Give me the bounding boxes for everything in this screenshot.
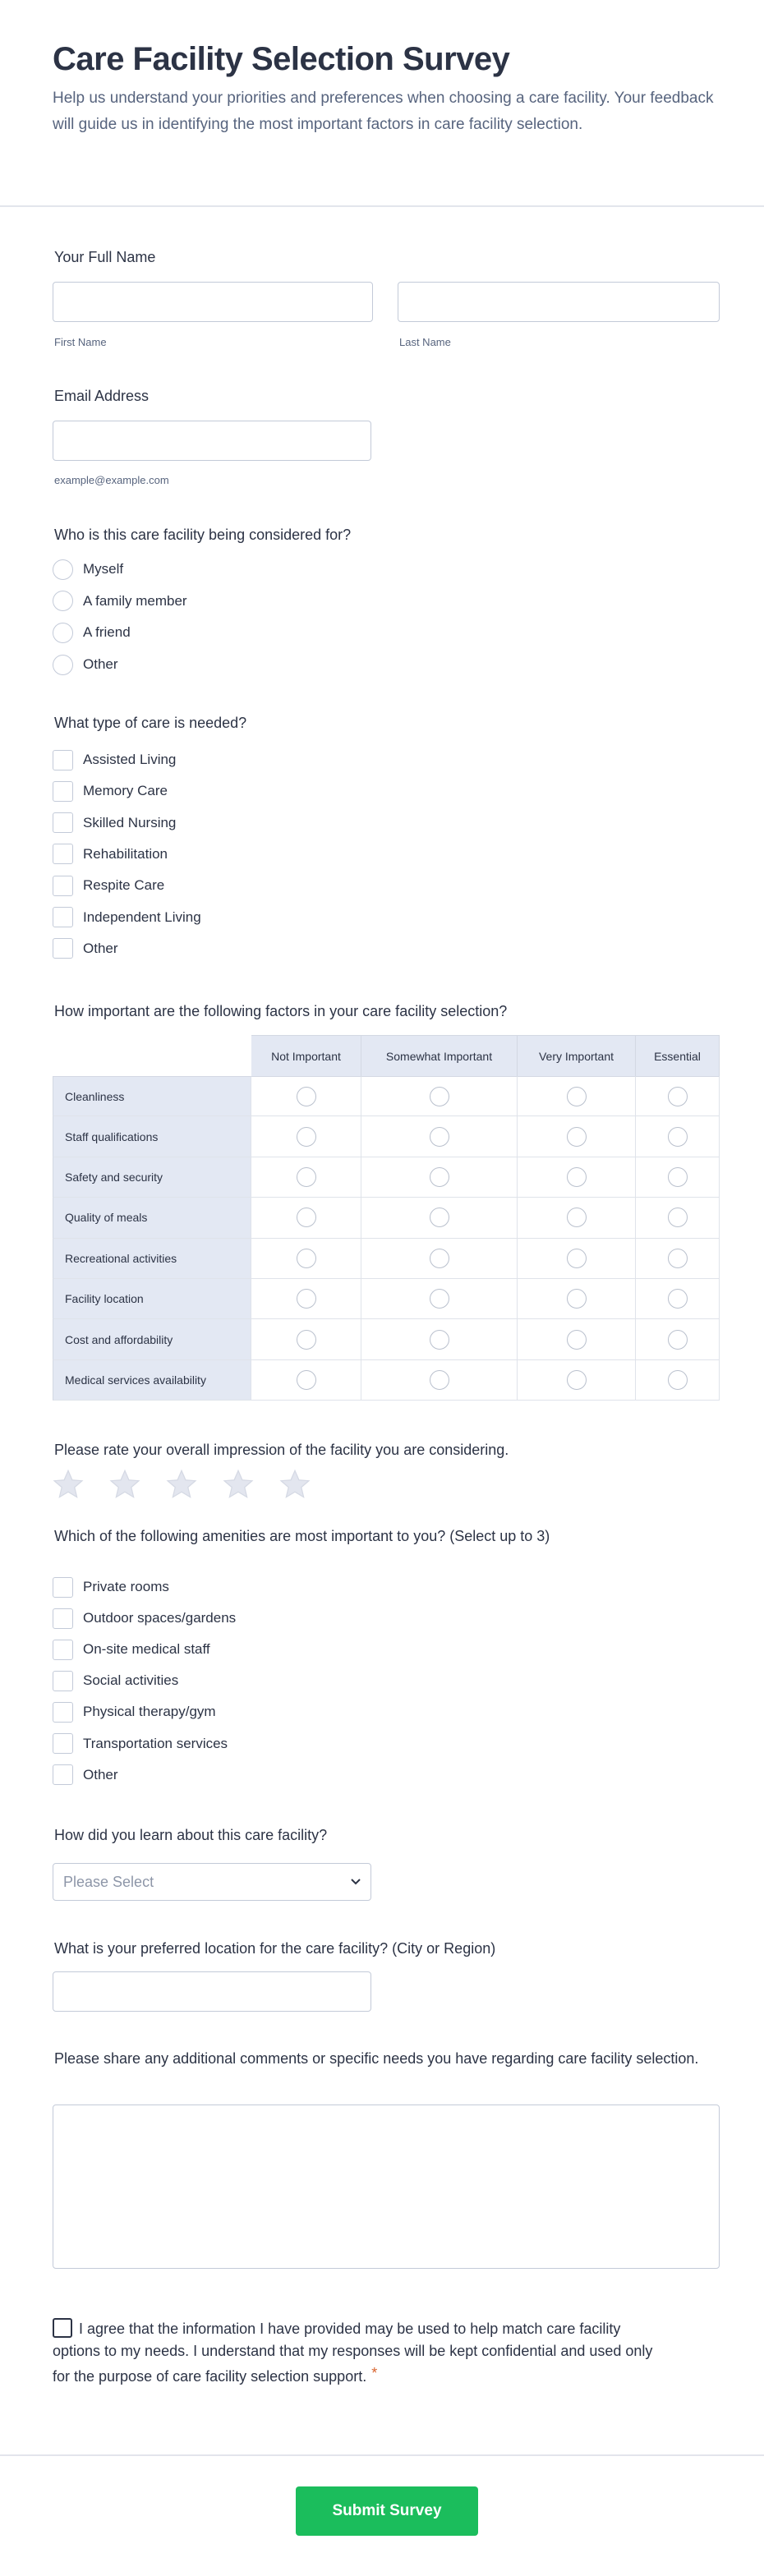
star-icon[interactable] — [53, 1469, 84, 1500]
matrix-cell — [636, 1198, 720, 1238]
comments-label: Please share any additional comments or specific needs you have regarding care facility selection. — [54, 2050, 699, 2067]
radio-option[interactable] — [53, 654, 118, 675]
email-sublabel: example@example.com — [54, 474, 169, 486]
email-label: Email Address — [54, 388, 150, 404]
option-label: Social activities — [83, 1672, 179, 1689]
matrix-radio[interactable] — [668, 1289, 688, 1309]
checkbox[interactable] — [53, 750, 73, 770]
for-whom-label: Who is this care facility being considered for? — [54, 527, 352, 543]
matrix-cell — [251, 1076, 361, 1116]
matrix-cell — [251, 1157, 361, 1198]
matrix-radio[interactable] — [297, 1127, 316, 1147]
checkbox[interactable] — [53, 876, 73, 896]
star-rating — [53, 1469, 311, 1500]
matrix-radio[interactable] — [297, 1370, 316, 1390]
matrix-cell — [361, 1157, 518, 1198]
comments-textarea[interactable] — [53, 2104, 720, 2269]
matrix-radio[interactable] — [567, 1330, 587, 1350]
matrix-radio[interactable] — [668, 1127, 688, 1147]
option-label: Assisted Living — [83, 752, 177, 767]
checkbox[interactable] — [53, 1640, 73, 1660]
matrix-cell — [361, 1198, 518, 1238]
option-label: Myself — [83, 561, 124, 577]
radio-button[interactable] — [53, 655, 73, 675]
matrix-row — [53, 1116, 720, 1157]
checkbox-option[interactable] — [53, 1764, 118, 1786]
matrix-radio[interactable] — [668, 1249, 688, 1268]
matrix-cell — [361, 1116, 518, 1157]
matrix-row — [53, 1279, 720, 1319]
checkbox-option[interactable] — [53, 1576, 169, 1598]
checkbox[interactable] — [53, 1608, 73, 1629]
option-label: Private rooms — [83, 1579, 169, 1594]
matrix-cell — [518, 1116, 636, 1157]
matrix-radio[interactable] — [567, 1208, 587, 1227]
matrix-cell — [251, 1319, 361, 1359]
matrix-cell — [361, 1360, 518, 1401]
matrix-column-header: Essential — [636, 1035, 720, 1076]
matrix-radio[interactable] — [567, 1127, 587, 1147]
matrix-cell — [518, 1239, 636, 1279]
option-label: Outdoor spaces/gardens — [83, 1610, 237, 1626]
matrix-row — [53, 1157, 720, 1198]
star-icon[interactable] — [166, 1469, 197, 1500]
matrix-row-label: Medical services availability — [53, 1360, 251, 1401]
submit-button[interactable]: Submit Survey — [296, 2486, 478, 2536]
checkbox[interactable] — [53, 1733, 73, 1754]
matrix-radio[interactable] — [567, 1087, 587, 1106]
checkbox-option[interactable] — [53, 1733, 228, 1755]
matrix-radio[interactable] — [430, 1249, 449, 1268]
option-label: On-site medical staff — [83, 1641, 210, 1658]
required-mark: * — [371, 2365, 378, 2381]
matrix-radio[interactable] — [430, 1167, 449, 1187]
matrix-radio[interactable] — [567, 1249, 587, 1268]
checkbox-option[interactable] — [53, 1670, 178, 1691]
checkbox-option[interactable] — [53, 749, 176, 770]
matrix-cell — [251, 1116, 361, 1157]
option-label: A friend — [83, 624, 131, 641]
last-name-sublabel: Last Name — [399, 336, 451, 348]
importance-matrix — [53, 1035, 720, 1401]
matrix-corner — [53, 1035, 251, 1076]
matrix-radio[interactable] — [567, 1370, 587, 1390]
matrix-row — [53, 1239, 720, 1279]
radio-option[interactable] — [53, 559, 123, 580]
last-name-input[interactable] — [398, 282, 720, 322]
rating-label: Please rate your overall impression of the facility you are considering. — [54, 1442, 509, 1458]
matrix-cell — [518, 1157, 636, 1198]
checkbox-option[interactable] — [53, 1639, 210, 1660]
matrix-cell — [636, 1157, 720, 1198]
option-label: Physical therapy/gym — [83, 1704, 216, 1720]
matrix-cell — [636, 1076, 720, 1116]
matrix-cell — [636, 1319, 720, 1359]
star-icon[interactable] — [109, 1469, 140, 1500]
consent-text: I agree that the information I have provided may be used to help match care facility options to my needs. I understand that my responses will be kept confidential and used only for the purpose of care facility selection support. — [53, 2321, 653, 2385]
matrix-radio[interactable] — [297, 1330, 316, 1350]
matrix-column-header: Not Important — [251, 1035, 361, 1076]
matrix-label: How important are the following factors in your care facility selection? — [54, 1003, 508, 1019]
matrix-radio[interactable] — [297, 1167, 316, 1187]
location-label: What is your preferred location for the care facility? (City or Region) — [54, 1940, 496, 1957]
matrix-cell — [636, 1116, 720, 1157]
checkbox-option[interactable] — [53, 780, 168, 802]
checkbox[interactable] — [53, 1764, 73, 1785]
chevron-down-icon — [351, 1879, 361, 1885]
checkbox-option[interactable] — [53, 1701, 216, 1723]
matrix-radio[interactable] — [567, 1167, 587, 1187]
matrix-row — [53, 1198, 720, 1238]
email-input[interactable] — [53, 421, 371, 461]
consent-checkbox[interactable] — [53, 2318, 72, 2338]
checkbox[interactable] — [53, 1577, 73, 1598]
matrix-radio[interactable] — [297, 1249, 316, 1268]
option-label: Rehabilitation — [83, 845, 168, 862]
matrix-radio[interactable] — [430, 1127, 449, 1147]
matrix-row-label: Cost and affordability — [53, 1319, 251, 1359]
matrix-cell — [361, 1279, 518, 1319]
radio-option[interactable] — [53, 622, 131, 643]
page-title: Care Facility Selection Survey — [53, 41, 510, 77]
page-description: Help us understand your priorities and preferences when choosing a care facility. Your feedback will guide us in identifying the most important factors in care facility selection. — [53, 90, 714, 133]
matrix-row — [53, 1076, 720, 1116]
matrix-radio[interactable] — [668, 1087, 688, 1106]
full-name-label: Your Full Name — [54, 249, 156, 265]
checkbox-option[interactable] — [53, 907, 201, 928]
matrix-radio[interactable] — [430, 1289, 449, 1309]
option-label: Other — [83, 656, 118, 673]
option-label: Other — [83, 1766, 118, 1782]
star-icon[interactable] — [223, 1469, 254, 1500]
source-select-placeholder: Please Select — [63, 1873, 154, 1890]
matrix-radio[interactable] — [668, 1370, 688, 1390]
matrix-cell — [361, 1076, 518, 1116]
matrix-cell — [636, 1239, 720, 1279]
matrix-radio[interactable] — [297, 1087, 316, 1106]
matrix-radio[interactable] — [668, 1330, 688, 1350]
checkbox[interactable] — [53, 812, 73, 833]
matrix-cell — [518, 1279, 636, 1319]
checkbox-option[interactable] — [53, 812, 176, 834]
matrix-radio[interactable] — [297, 1289, 316, 1309]
header-divider — [0, 205, 764, 207]
footer-divider — [0, 2454, 764, 2456]
source-label: How did you learn about this care facility? — [54, 1827, 328, 1843]
matrix-radio[interactable] — [297, 1208, 316, 1227]
matrix-radio[interactable] — [567, 1289, 587, 1309]
amenities-label: Which of the following amenities are most important to you? (Select up to 3) — [54, 1528, 550, 1544]
radio-option[interactable] — [53, 591, 187, 612]
matrix-radio[interactable] — [430, 1330, 449, 1350]
checkbox[interactable] — [53, 1671, 73, 1691]
matrix-row-label: Facility location — [53, 1279, 251, 1319]
option-label: Other — [83, 940, 118, 956]
matrix-radio[interactable] — [668, 1167, 688, 1187]
matrix-cell — [636, 1360, 720, 1401]
checkbox-option[interactable] — [53, 844, 168, 865]
matrix-cell — [518, 1076, 636, 1116]
matrix-cell — [361, 1239, 518, 1279]
matrix-row-label: Cleanliness — [53, 1076, 251, 1116]
checkbox[interactable] — [53, 907, 73, 927]
first-name-input[interactable] — [53, 282, 373, 322]
option-label: A family member — [83, 592, 187, 609]
matrix-radio[interactable] — [668, 1208, 688, 1227]
matrix-radio[interactable] — [430, 1370, 449, 1390]
checkbox[interactable] — [53, 938, 73, 959]
matrix-cell — [518, 1319, 636, 1359]
care-type-label: What type of care is needed? — [54, 715, 247, 731]
star-icon[interactable] — [279, 1469, 311, 1500]
matrix-cell — [251, 1239, 361, 1279]
location-input[interactable] — [53, 1971, 371, 2012]
radio-button[interactable] — [53, 591, 73, 611]
checkbox[interactable] — [53, 781, 73, 802]
matrix-radio[interactable] — [430, 1087, 449, 1106]
matrix-row-label: Quality of meals — [53, 1198, 251, 1238]
matrix-row — [53, 1360, 720, 1401]
first-name-sublabel: First Name — [54, 336, 107, 348]
matrix-cell — [251, 1198, 361, 1238]
option-label: Independent Living — [83, 908, 201, 925]
checkbox[interactable] — [53, 1702, 73, 1723]
matrix-column-header: Somewhat Important — [361, 1035, 518, 1076]
checkbox[interactable] — [53, 844, 73, 864]
option-label: Transportation services — [83, 1735, 228, 1751]
matrix-cell — [518, 1198, 636, 1238]
radio-button[interactable] — [53, 623, 73, 643]
matrix-cell — [636, 1279, 720, 1319]
matrix-row — [53, 1319, 720, 1359]
checkbox-option[interactable] — [53, 875, 164, 896]
checkbox-option[interactable] — [53, 1608, 236, 1629]
matrix-column-header: Very Important — [518, 1035, 636, 1076]
option-label: Skilled Nursing — [83, 814, 177, 830]
source-select[interactable] — [53, 1863, 371, 1901]
consent-field — [53, 2318, 660, 2388]
matrix-radio[interactable] — [430, 1208, 449, 1227]
option-label: Memory Care — [83, 783, 168, 799]
option-label: Respite Care — [83, 877, 165, 894]
radio-button[interactable] — [53, 559, 73, 580]
matrix-cell — [251, 1279, 361, 1319]
matrix-cell — [361, 1319, 518, 1359]
matrix-row-label: Safety and security — [53, 1157, 251, 1198]
matrix-row-label: Staff qualifications — [53, 1116, 251, 1157]
matrix-cell — [251, 1360, 361, 1401]
matrix-row-label: Recreational activities — [53, 1239, 251, 1279]
matrix-cell — [518, 1360, 636, 1401]
checkbox-option[interactable] — [53, 938, 118, 959]
